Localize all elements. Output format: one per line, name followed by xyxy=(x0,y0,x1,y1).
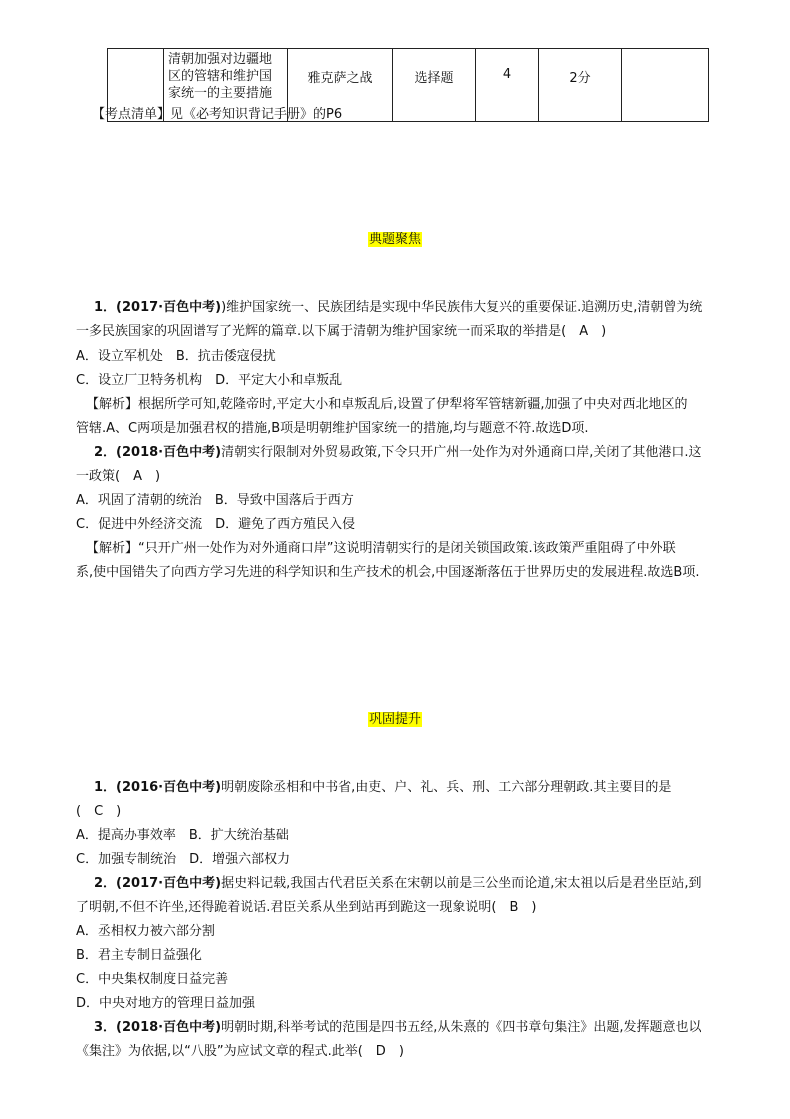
option-line: A．丞相权力被六部分割 xyxy=(76,924,215,939)
question-line: 3．(2018·百色中考)明朝时期,科举考试的范围是四书五经,从朱熹的《四书章句集注》出题,发挥题意也以 xyxy=(94,1020,702,1035)
question-line: 2．(2017·百色中考)据史料记载,我国古代君臣关系在宋朝以前是三公坐而论道,宋太祖以后是君坐臣站,到 xyxy=(94,876,702,891)
table-cell-empty xyxy=(622,49,709,122)
option-line: C．设立厂卫特务机构 D．平定大小和卓叛乱 xyxy=(76,373,343,388)
table-cell-number: 4 xyxy=(476,49,539,122)
option-line: A．提高办事效率 B．扩大统治基础 xyxy=(76,828,289,843)
desc-line: 家统一的主要措施 xyxy=(168,86,273,101)
desc-line: 清朝加强对边疆地 xyxy=(168,52,273,67)
analysis-line: 【解析】根据所学可知,乾隆帝时,平定大小和卓叛乱后,设置了伊犁将军管辖新疆,加强了中央对西北地区的 xyxy=(86,397,688,412)
question-line: 一多民族国家的巩固谱写了光辉的篇章.以下属于清朝为维护国家统一而采取的举措是( A ) xyxy=(76,324,607,339)
section-title: 巩固提升 xyxy=(368,712,421,727)
option-line: B．君主专制日益强化 xyxy=(76,948,202,963)
table-cell-score: 2分 xyxy=(539,49,622,122)
table-cell-type: 选择题 xyxy=(393,49,476,122)
table-cell-event: 雅克萨之战 xyxy=(288,49,393,122)
option-line: D．中央对地方的管理日益加强 xyxy=(76,996,256,1011)
desc-line: 区的管辖和维护国 xyxy=(168,69,273,84)
kaodian-note: 【考点清单】见《必考知识背记手册》的P6 xyxy=(92,107,343,122)
question-line: 一政策( A ) xyxy=(76,469,161,484)
question-line: 了明朝,不但不许坐,还得跪着说话.君臣关系从坐到站再到跪这一现象说明( B ) xyxy=(76,900,537,915)
option-line: C．促进中外经济交流 D．避免了西方殖民入侵 xyxy=(76,517,356,532)
option-line: A．设立军机处 B．抗击倭寇侵扰 xyxy=(76,349,276,364)
question-line: 《集注》为依据,以“八股”为应试文章的程式.此举( D ) xyxy=(76,1044,404,1059)
question-line: 2．(2018·百色中考)清朝实行限制对外贸易政策,下令只开广州一处作为对外通商口岸,关闭了其他港口.这 xyxy=(94,445,702,460)
section-title: 典题聚焦 xyxy=(368,232,421,247)
question-line: 1．(2017·百色中考))维护国家统一、民族团结是实现中华民族伟大复兴的重要保证.追溯历史,清朝曾为统 xyxy=(94,300,703,315)
option-line: C．加强专制统治 D．增强六部权力 xyxy=(76,852,291,867)
analysis-line: 管辖.A、C两项是加强君权的措施,B项是明朝维护国家统一的措施,均与题意不符.故选D项. xyxy=(76,421,589,436)
option-line: A．巩固了清朝的统治 B．导致中国落后于西方 xyxy=(76,493,354,508)
question-line: ( C ) xyxy=(76,804,122,819)
analysis-line: 系,使中国错失了向西方学习先进的科学知识和生产技术的机会,中国逐渐落伍于世界历史的发展进程.故选B项. xyxy=(76,565,700,580)
analysis-line: 【解析】“只开广州一处作为对外通商口岸”这说明清朝实行的是闭关锁国政策.该政策严重阻碍了中外联 xyxy=(86,541,676,556)
option-line: C．中央集权制度日益完善 xyxy=(76,972,229,987)
question-line: 1．(2016·百色中考)明朝废除丞相和中书省,由吏、户、礼、兵、刑、工六部分理朝政.其主要目的是 xyxy=(94,780,672,795)
